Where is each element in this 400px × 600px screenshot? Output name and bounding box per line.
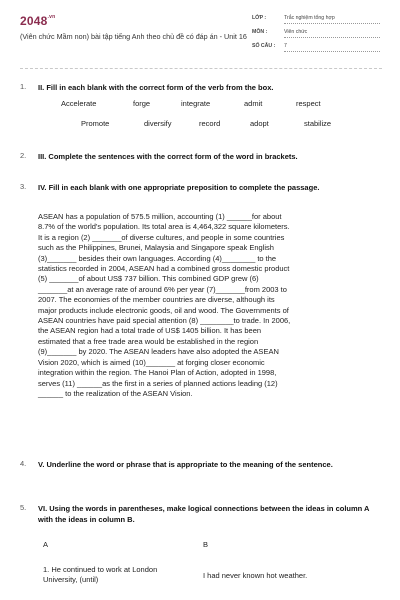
question-text: IV. Fill in each blank with one appropriate preposition to complete the passage. [38, 183, 320, 192]
passage-line: estimated that a free trade area would be established in the region [38, 336, 259, 346]
meta-count-row [252, 43, 382, 57]
passage-line: (5) _______of about US$ 737 billion. This combined GDP grew (6) [38, 274, 259, 284]
passage-line: 2007. The economies of the member countries are diverse, although its [38, 295, 275, 305]
question-text: VI. Using the words in parentheses, make logical connections between the ideas in column A with the ideas in column B. [38, 504, 370, 524]
meta-subject-value: Viên chức [284, 29, 380, 38]
passage-line: ASEAN has a population of 575.5 million, accounting (1) ______for about [38, 212, 282, 221]
meta-subject-label: MÔN : [252, 29, 268, 35]
question-number: 5. [20, 503, 27, 512]
logo-text: 2048 [20, 14, 48, 28]
question-number: 2. [20, 151, 27, 160]
meta-class-label: LỚP : [252, 15, 267, 21]
question-number: 4. [20, 459, 27, 468]
word-bank-item: Promote [81, 119, 110, 128]
column-a-item-line: University, (until) [43, 575, 99, 584]
passage-line: ______ to the realization of the ASEAN Vision. [38, 388, 193, 398]
meta-class-value: Trắc nghiệm tổng hợp [284, 15, 380, 24]
column-a-item [43, 565, 203, 585]
passage [38, 212, 378, 399]
passage-line: the ASEAN region had a total trade of US$ 1405 billion. It has been [38, 326, 262, 336]
meta-count-label: SỐ CÂU : [252, 43, 276, 49]
passage-line: integration within the region. The Hanoi Plan of Action, adopted in 1998, [38, 368, 277, 378]
meta-count-value: 7 [284, 43, 380, 52]
word-bank-item: stabilize [304, 119, 332, 128]
document-title: (Viên chức Mầm non) bài tập tiếng Anh theo chủ đề có đáp án - Unit 16 [20, 32, 247, 41]
question-text: II. Fill in each blank with the correct form of the verb from the box. [38, 83, 274, 92]
question-text: III. Complete the sentences with the correct form of the word in brackets. [38, 152, 298, 161]
word-bank-item: forge [133, 99, 151, 108]
question-number: 3. [20, 182, 27, 191]
word-bank-item: respect [296, 99, 321, 108]
passage-line: major products include electronic goods, oil and wood. The Governments of [38, 305, 289, 315]
column-a-item-line: 1. He continued to work at London [43, 565, 158, 574]
passage-line: such as the Philippines, Brunei, Malaysia and Singapore speak English [38, 243, 274, 253]
column-b-label: B [203, 540, 209, 549]
word-bank-item: diversify [144, 119, 172, 128]
question-text: V. Underline the word or phrase that is appropriate to the meaning of the sentence. [38, 460, 333, 469]
passage-line: Vision 2020, which is aimed (10)_______ at forging closer economic [38, 357, 265, 367]
passage-line: ASEAN countries have paid special attention (8) ________to trade. In 2006, [38, 316, 291, 326]
header [0, 0, 400, 62]
passage-line: It is a region (2) _______of diverse cultures, and people in some countries [38, 232, 285, 242]
word-bank-item: record [199, 119, 221, 128]
header-divider [20, 68, 382, 69]
word-bank-item: adopt [250, 119, 269, 128]
passage-line: _______at an average rate of around 6% per year (7)_______from 2003 to [38, 284, 287, 294]
word-bank-item: integrate [181, 99, 211, 108]
column-a-label: A [43, 540, 49, 549]
passage-line: statistics recorded in 2004, ASEAN had a combined gross domestic product [38, 264, 290, 274]
passage-line: 8.7% of the world's population. Its total area is 4,464,322 square kilometers. [38, 222, 290, 232]
meta-info [252, 15, 382, 57]
passage-line: (3)_______ besides their own languages. According (4)________ to the [38, 253, 277, 263]
passage-line: (9)_______ by 2020. The ASEAN leaders have also adopted the ASEAN [38, 347, 279, 357]
site-logo[interactable] [20, 14, 55, 28]
meta-class-row [252, 15, 382, 29]
passage-line: serves (11) ______as the first in a series of planned actions leading (12) [38, 378, 278, 388]
meta-subject-row [252, 29, 382, 43]
word-bank-item: Accelerate [61, 99, 97, 108]
word-bank-item: admit [244, 99, 263, 108]
logo-suffix: .vn [47, 14, 56, 20]
question-number: 1. [20, 82, 27, 91]
column-b-item: I had never known hot weather. [203, 571, 308, 580]
